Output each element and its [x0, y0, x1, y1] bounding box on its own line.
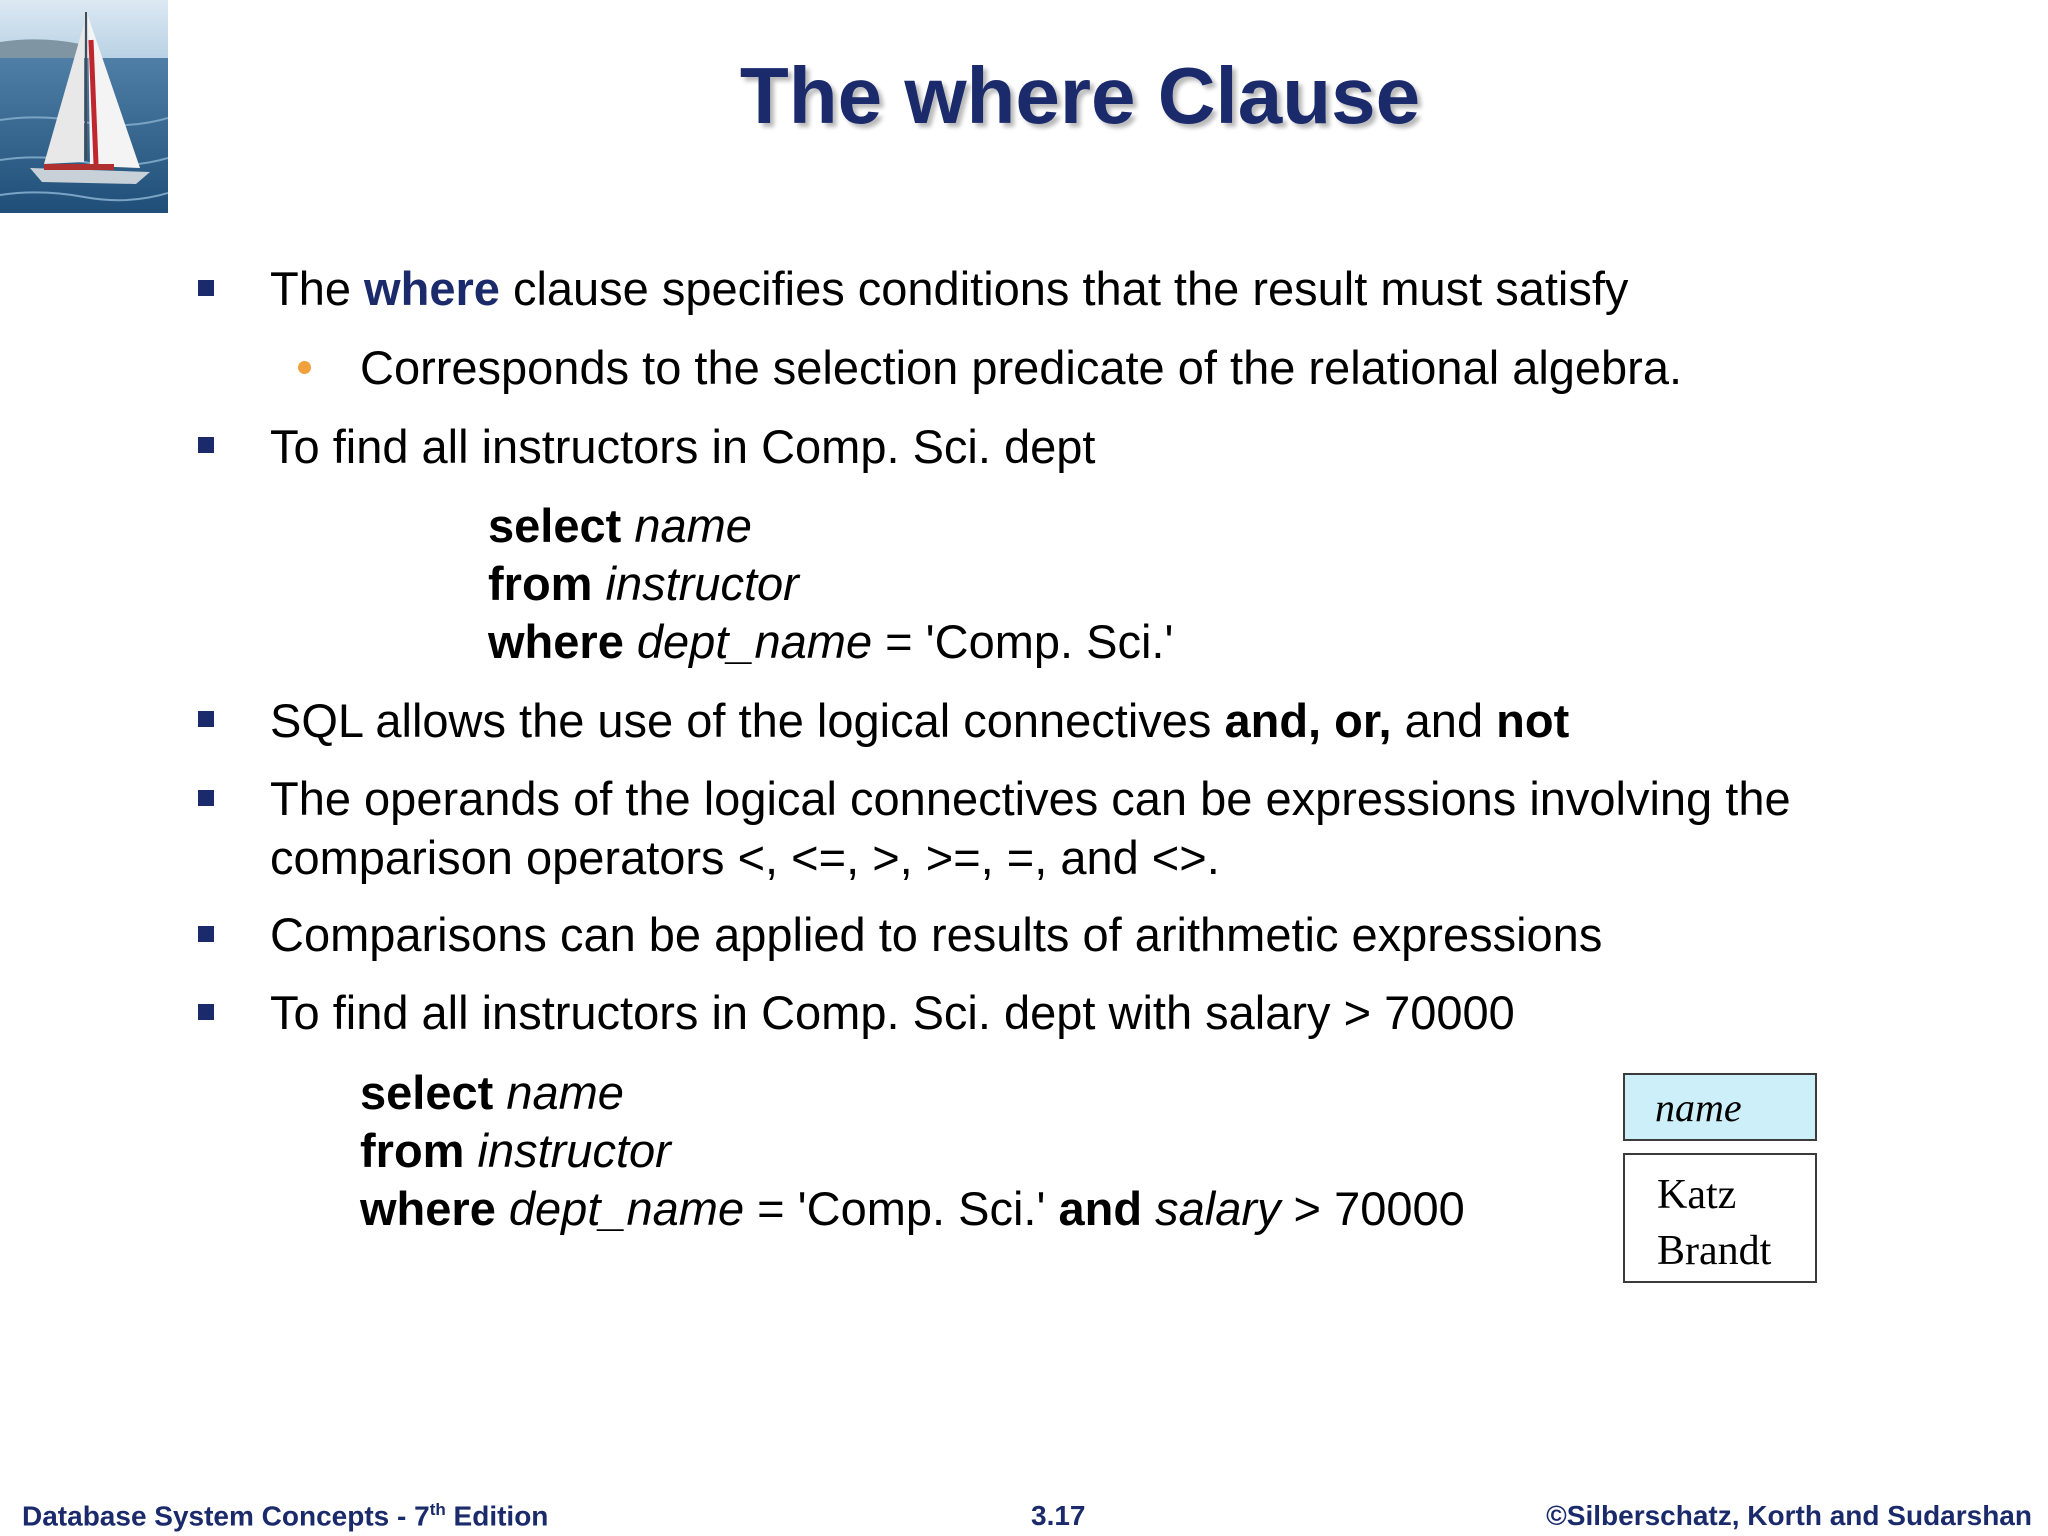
dot-bullet-icon — [298, 361, 311, 374]
bullet-where-clause: The where clause specifies conditions that the result must satisfy — [270, 262, 1629, 315]
square-bullet-icon — [198, 790, 214, 806]
footer-book-title: Database System Concepts - 7th Edition — [22, 1500, 549, 1532]
square-bullet-icon — [198, 711, 214, 727]
query2-from-line: from instructor — [360, 1124, 671, 1177]
result-table-body — [1623, 1153, 1817, 1283]
square-bullet-icon — [198, 926, 214, 942]
result-row: Katz — [1657, 1172, 1737, 1218]
square-bullet-icon — [198, 437, 214, 453]
square-bullet-icon — [198, 1004, 214, 1020]
result-table-header: name — [1623, 1073, 1817, 1141]
bullet-find-comp-sci: To find all instructors in Comp. Sci. dept — [270, 420, 1096, 473]
footer-copyright: ©Silberschatz, Korth and Sudarshan — [1546, 1500, 2032, 1531]
query2-where-line: where dept_name = 'Comp. Sci.' and salary > 70000 — [360, 1182, 1465, 1235]
bullet-logical-connectives: SQL allows the use of the logical connectives and, or, and not — [270, 694, 1570, 747]
slide-title: The where Clause — [739, 51, 1421, 140]
result-row: Brandt — [1657, 1228, 1772, 1274]
bullet-salary-query: To find all instructors in Comp. Sci. dept with salary > 70000 — [270, 986, 1515, 1039]
query1-select-line: select name — [488, 499, 752, 552]
square-bullet-icon — [198, 280, 214, 296]
bullet-operands-line2: comparison operators <, <=, >, >=, =, and <>. — [270, 831, 1220, 884]
sub-bullet-selection-predicate: Corresponds to the selection predicate of the relational algebra. — [360, 341, 1683, 394]
bullet-operands-line1: The operands of the logical connectives can be expressions involving the — [270, 772, 1791, 825]
query1-where-line: where dept_name = 'Comp. Sci.' — [488, 615, 1174, 668]
query2-select-line: select name — [360, 1066, 624, 1119]
footer-page-number: 3.17 — [1031, 1500, 1086, 1531]
bullet-arithmetic-comparisons: Comparisons can be applied to results of arithmetic expressions — [270, 908, 1603, 961]
query1-from-line: from instructor — [488, 557, 799, 610]
